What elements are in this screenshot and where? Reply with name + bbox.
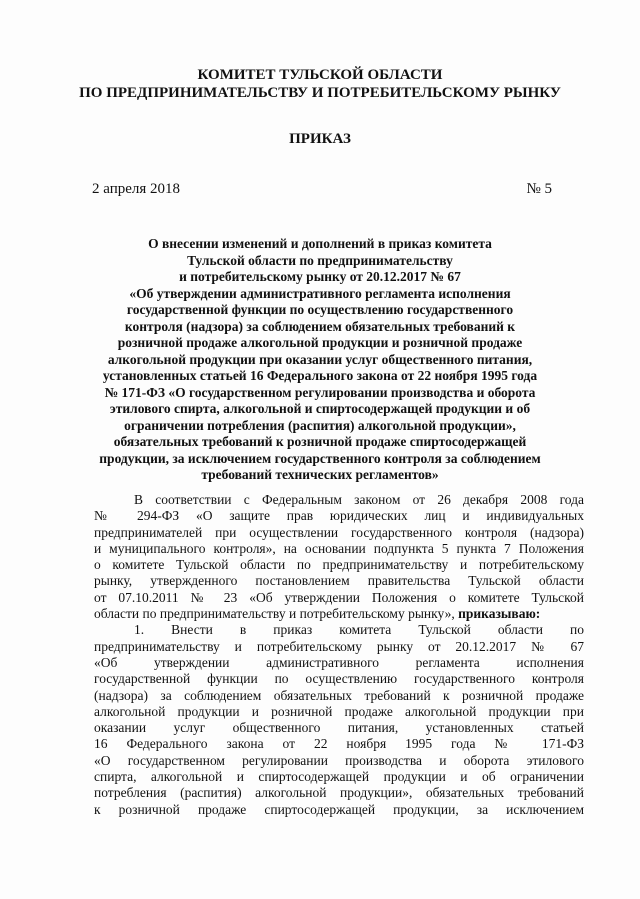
document-date: 2 апреля 2018 [92, 181, 181, 197]
body-line [94, 606, 584, 622]
title-line: «Об утверждении административного регламента исполнения [129, 285, 511, 301]
title-line: и потребительскому рынку от 20.12.2017 № 67 [179, 269, 461, 284]
document-number: № 5 [526, 181, 552, 197]
preamble-paragraph [94, 492, 584, 622]
body-line: к розничной продаже спиртосодержащей продукции, за исключением [94, 801, 584, 817]
document-body [94, 492, 584, 818]
body-line: алкогольной продукции и розничной продаже алкогольной продукции при [94, 703, 584, 719]
organization-name [0, 66, 640, 102]
body-line: «О государственном регулировании производства и оборота этилового [94, 752, 584, 768]
title-line: О внесении изменений и дополнений в приказ комитета [148, 236, 492, 251]
document-type: ПРИКАЗ [289, 131, 351, 147]
title-line: продукции, за исключением государственного контроля за соблюдением [99, 450, 541, 466]
organization-line-1: КОМИТЕТ ТУЛЬСКОЙ ОБЛАСТИ [197, 67, 443, 83]
body-line: «Об утверждении административного регламента исполнения [94, 654, 584, 670]
title-line: алкогольной продукции при оказании услуг общественного питания, [107, 351, 533, 367]
title-line: розничной продаже алкогольной продукции и розничной продаже [117, 335, 523, 350]
title-line: установленных статьей 16 Федерального закона от 22 ноября 1995 года [102, 368, 538, 383]
body-line: о комитете Тульской области по предпринимательству и потребительскому [94, 557, 584, 573]
body-line: и муниципального контроля», на основании подпункта 5 пункта 7 Положения [94, 540, 584, 556]
title-line: контроля (надзора) за соблюдением обязательных требований к [124, 318, 516, 334]
body-text: области по предпринимательству и потребительскому рынку», [94, 606, 455, 622]
body-line: государственной функции по осуществлению государственного контроля [94, 671, 584, 687]
body-line: В соответствии с Федеральным законом от 26 декабря 2008 года [134, 492, 584, 507]
body-line: оказании услуг общественного питания, установленных статьей [94, 720, 584, 736]
title-line: обязательных требований к розничной продаже спиртосодержащей [113, 434, 527, 449]
body-line: 16 Федерального закона от 22 ноября 1995 года № 171-ФЗ [94, 736, 584, 752]
body-line: рынку, утвержденного постановлением правительства Тульской области [94, 573, 584, 589]
title-line: требований технических регламентов» [201, 467, 439, 482]
document-title [90, 236, 550, 484]
title-line: этилового спирта, алкогольной и спиртосодержащей продукции и об [109, 401, 531, 416]
title-line: № 171-ФЗ «О государственном регулировании производства и оборота [104, 384, 536, 400]
title-line: государственной функции по осуществлению государственного [126, 302, 514, 317]
body-line: предпринимателей при осуществлении государственного контроля (надзора) [94, 524, 584, 540]
body-line: от 07.10.2011 № 23 «Об утверждении Положения о комитете Тульской [94, 589, 584, 605]
body-line: (надзора) за соблюдением обязательных требований к розничной продаже [94, 687, 584, 703]
body-line: № 294-ФЗ «О защите прав юридических лиц и индивидуальных [94, 508, 584, 524]
clause-1-paragraph [94, 622, 584, 818]
title-line: Тульской области по предпринимательству [187, 252, 453, 268]
organization-line-2: ПО ПРЕДПРИНИМАТЕЛЬСТВУ И ПОТРЕБИТЕЛЬСКОМУ РЫНКУ [79, 85, 561, 101]
body-line: потребления (распития) алкогольной продукции», обязательных требований [94, 785, 584, 801]
order-keyword: приказываю: [458, 606, 541, 622]
body-line: спирта, алкогольной и спиртосодержащей продукции и об ограничении [94, 769, 584, 785]
title-line: ограничении потребления (распития) алкогольной продукции», [124, 417, 516, 433]
body-line: 1. Внести в приказ комитета Тульской области по [134, 622, 584, 638]
body-line: предпринимательству и потребительскому рынку от 20.12.2017 № 67 [94, 638, 584, 654]
